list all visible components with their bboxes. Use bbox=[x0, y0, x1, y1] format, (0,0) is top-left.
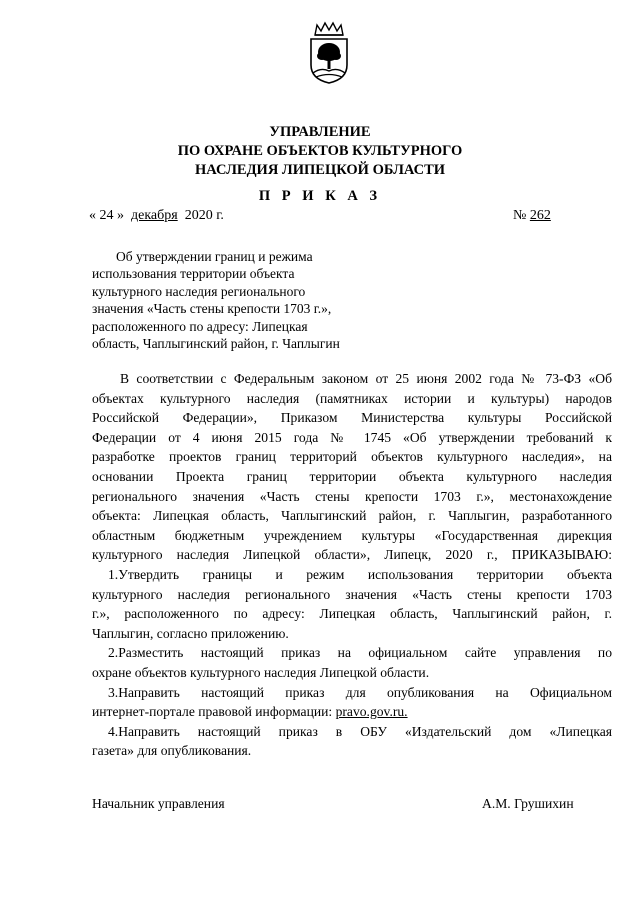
body-line: разработке проектов границ территорий объектов культурного наследия», на bbox=[92, 449, 612, 465]
order-item-3-text: интернет-портале правовой информации: bbox=[92, 704, 333, 720]
order-item-1-line: 1.Утвердить границы и режим использования территории объекта bbox=[108, 566, 612, 582]
order-item-3-line-2 bbox=[92, 702, 612, 722]
order-item-1-line: г.», расположенного по адресу: Липецкая область, Чаплыгинский район, г. bbox=[92, 606, 612, 622]
body-line: основании Проекта границ территории объекта культурного наследия bbox=[92, 468, 612, 484]
document-body bbox=[92, 369, 612, 761]
body-line: областным бюджетным учреждением культуры «Государственная дирекция bbox=[92, 527, 612, 543]
subject-line: область, Чаплыгинский район, г. Чаплыгин bbox=[92, 336, 340, 352]
body-line: регионального значения «Часть стены крепости 1703 г.», местонахождение bbox=[92, 488, 612, 504]
body-line: объектах культурного наследия (памятниках истории и культуры) народов bbox=[92, 390, 612, 406]
subject-line: значения «Часть стены крепости 1703 г.», bbox=[92, 301, 332, 317]
org-line-1: УПРАВЛЕНИЕ bbox=[269, 124, 371, 140]
order-item-4-line: газета» для опубликования. bbox=[92, 743, 252, 759]
coat-of-arms-icon bbox=[307, 21, 351, 85]
document-number bbox=[513, 208, 551, 224]
number-value: 262 bbox=[529, 208, 551, 223]
body-line: культурного наследия Липецкой области», Липецк, 2020 г., ПРИКАЗЫВАЮ: bbox=[92, 547, 612, 563]
order-item-1-line: Чаплыгин, согласно приложению. bbox=[92, 625, 289, 641]
subject-line: использования территории объекта bbox=[92, 266, 295, 282]
signatory-name: А.М. Грушихин bbox=[482, 796, 574, 811]
order-item-2-line: охране объектов культурного наследия Липецкой области. bbox=[92, 664, 430, 680]
subject-line: Об утверждении границ и режима bbox=[116, 249, 313, 264]
subject-line: культурного наследия регионального bbox=[92, 283, 306, 299]
number-prefix: № bbox=[513, 208, 527, 223]
body-line: Российской Федерации», Приказом Министерства культуры Российской bbox=[92, 410, 612, 426]
date-close-quote: » bbox=[117, 208, 124, 223]
org-line-2: ПО ОХРАНЕ ОБЪЕКТОВ КУЛЬТУРНОГО bbox=[177, 143, 463, 159]
body-line: объекта: Липецкая область, Чаплыгинский район, г. Чаплыгин, разработанного bbox=[92, 508, 612, 524]
date-open-quote: « bbox=[89, 208, 96, 223]
document-type-title: П Р И К А З bbox=[258, 188, 382, 204]
date-month: декабря bbox=[131, 208, 178, 223]
order-item-2-line: 2.Разместить настоящий приказ на официальном сайте управления по bbox=[108, 645, 612, 661]
date-year: 2020 г. bbox=[184, 208, 224, 223]
organization-header bbox=[0, 123, 640, 180]
order-item-3-line: 3.Направить настоящий приказ для опубликования на Официальном bbox=[108, 684, 612, 700]
document-date bbox=[89, 208, 224, 224]
order-item-4-line: 4.Направить настоящий приказ в ОБУ «Издательский дом «Липецкая bbox=[108, 723, 612, 739]
order-item-1-line: культурного наследия регионального значения «Часть стены крепости 1703 bbox=[92, 586, 612, 602]
pravo-gov-link[interactable]: pravo.gov.ru. bbox=[335, 704, 408, 720]
body-line: Федерации от 4 июня 2015 года № 1745 «Об утверждении требований к bbox=[92, 429, 612, 445]
signatory-position: Начальник управления bbox=[92, 796, 225, 811]
subject-line: расположенного по адресу: Липецкая bbox=[92, 318, 308, 334]
document-subject bbox=[92, 248, 392, 352]
date-day: 24 bbox=[99, 208, 114, 223]
org-line-3: НАСЛЕДИЯ ЛИПЕЦКОЙ ОБЛАСТИ bbox=[194, 162, 446, 178]
body-line: В соответствии с Федеральным законом от 25 июня 2002 года № 73-ФЗ «Об bbox=[120, 371, 612, 386]
